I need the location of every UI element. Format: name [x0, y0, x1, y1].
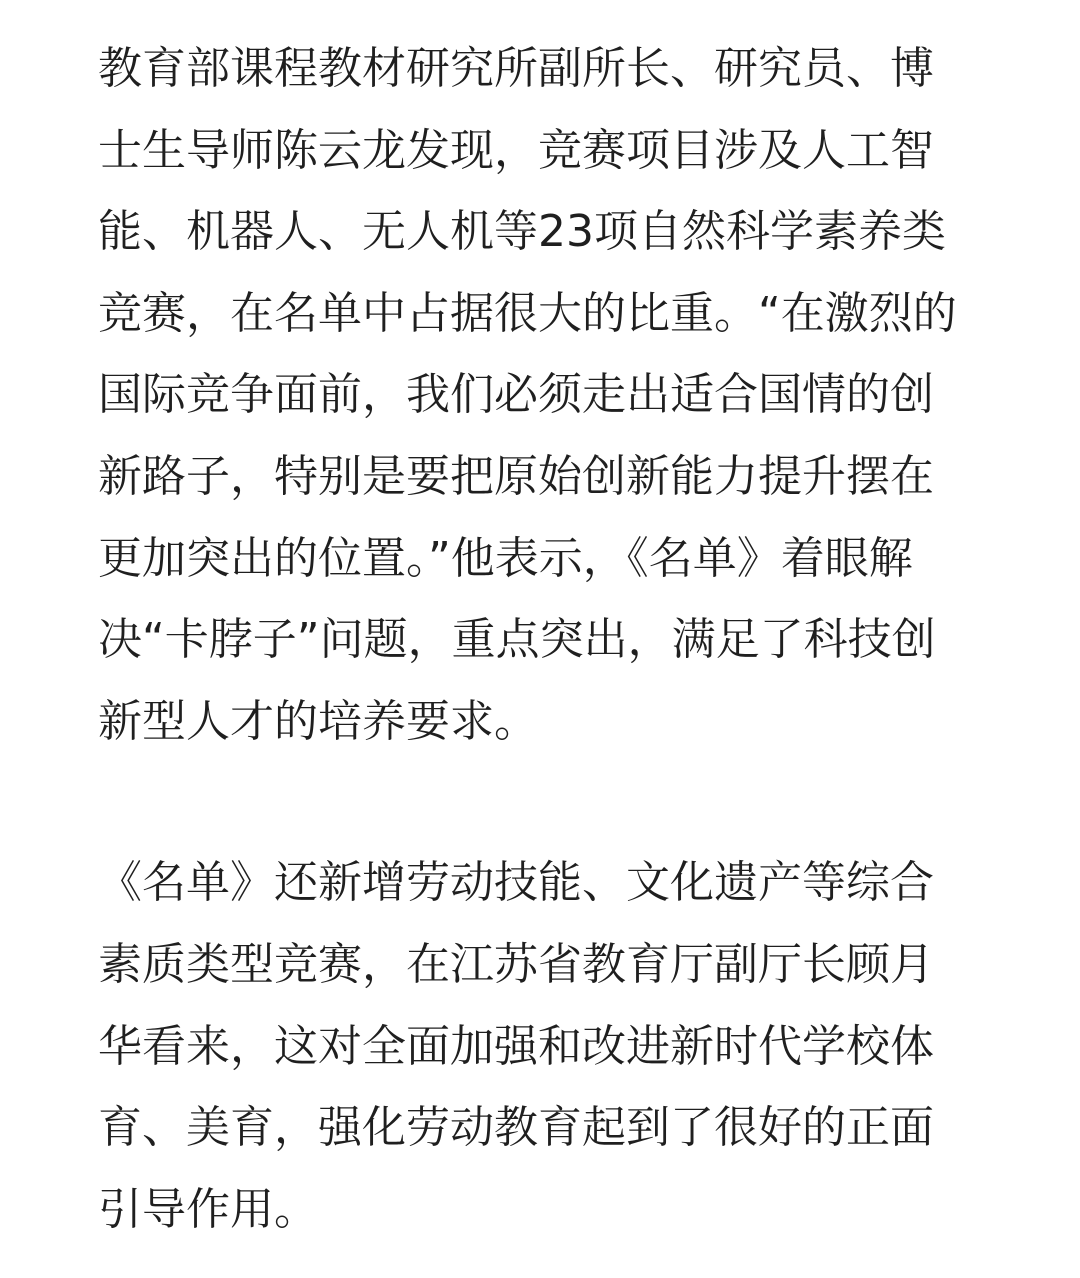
paragraph-2	[98, 842, 982, 1250]
text-line: 能、机器人、无人机等23项自然科学素养类	[98, 206, 946, 258]
text-line: 新路子，特别是要把原始创新能力提升摆在	[98, 450, 934, 502]
text-line: 士生导师陈云龙发现，竞赛项目涉及人工智	[98, 124, 934, 176]
paragraph-spacer	[98, 762, 982, 842]
text-line: 《名单》还新增劳动技能、文化遗产等综合	[98, 857, 934, 909]
text-line: 引导作用。	[98, 1183, 318, 1235]
text-line: 竞赛，在名单中占据很大的比重。“在激烈的	[98, 287, 957, 339]
text-line: 国际竞争面前，我们必须走出适合国情的创	[98, 369, 934, 421]
text-line: 华看来，这对全面加强和改进新时代学校体	[98, 1020, 934, 1072]
article-body	[98, 28, 982, 1250]
text-line: 新型人才的培养要求。	[98, 695, 538, 747]
text-line: 素质类型竞赛，在江苏省教育厅副厅长顾月	[98, 938, 934, 990]
text-line: 决“卡脖子”问题，重点突出，满足了科技创	[98, 614, 936, 666]
paragraph-1	[98, 28, 982, 762]
text-line: 更加突出的位置。”他表示，《名单》着眼解	[98, 532, 913, 584]
text-line: 育、美育，强化劳动教育起到了很好的正面	[98, 1102, 934, 1154]
text-line: 教育部课程教材研究所副所长、研究员、博	[98, 43, 934, 94]
